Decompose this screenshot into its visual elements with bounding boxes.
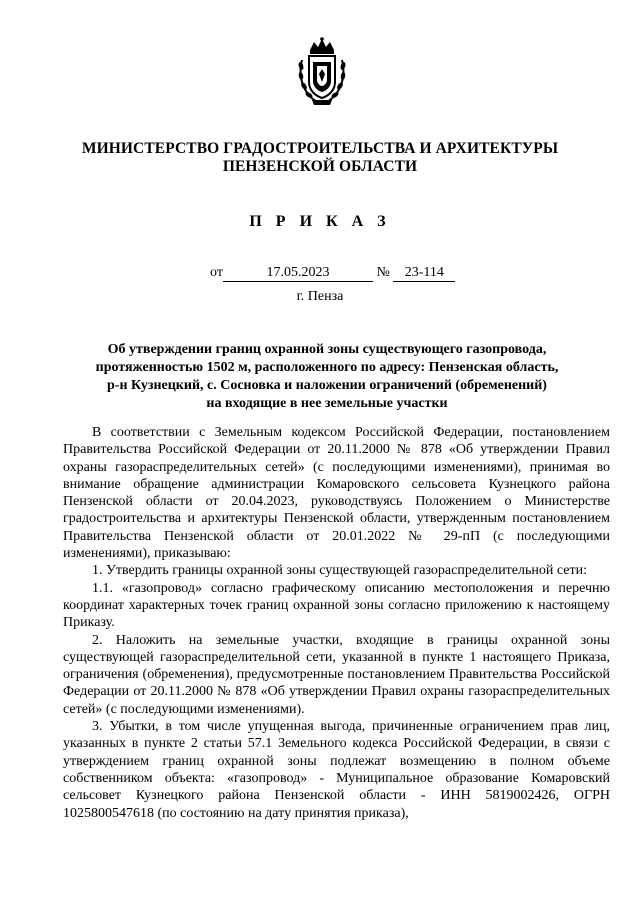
ministry-name-line2: ПЕНЗЕНСКОЙ ОБЛАСТИ [222,158,418,175]
penza-coat-of-arms-icon [296,36,348,108]
date-prefix: от [210,265,223,280]
ministry-name-line1: МИНИСТЕРСТВО ГРАДОСТРОИТЕЛЬСТВА И АРХИТЕКТУРЫ [81,140,559,157]
subject-line2: протяженностью 1502 м, расположенного по адресу: Пензенская область, [95,360,559,375]
order-body [63,424,610,822]
subject-line1: Об утверждении границ охранной зоны существующего газопровода, [107,342,547,357]
body-paragraph-item3: 3. Убытки, в том числе упущенная выгода, причиненные ограничением прав лиц, указанных в пункте 2 статьи 57.1 Земельного кодекса Российской Федерации, в связи с утверждением границ охранной зоны подлежат возмещению в полном объеме собственником объекта: «газопровод» - Муниципальное образование Комаровский сельсовет Кузнецкого района Пензенской области - ИНН 5819002426, ОГРН 1025800547618 (по состоянию на дату принятия приказа), [63,719,610,821]
order-date: 17.05.2023 [223,265,373,282]
number-prefix: № [376,265,390,280]
subject-line4: на входящие в нее земельные участки [206,396,448,411]
subject-line3: р-н Кузнецкий, с. Сосновка и наложении ограничений (обременений) [107,378,547,393]
body-paragraph-preamble: В соответствии с Земельным кодексом Российской Федерации, постановлением Правительства Российской Федерации от 20.11.2000 № 878 «Об утверждении Правил охраны газораспределительных сетей» (с последующими изменениями), принимая во внимание обращение администрации Комаровского сельсовета Кузнецкого района Пензенской области от 20.04.2023, руководствуясь Положением о Министерстве градостроительства и архитектуры Пензенской области, утвержденным постановлением Правительства Пензенской области от 20.01.2022 № 29-пП (с последующими изменениями), приказываю: [63,425,610,562]
city: г. Пенза [296,289,344,304]
order-number: 23-114 [393,265,455,282]
document-type-title: П Р И К А З [249,213,391,230]
order-subject [60,341,594,413]
body-paragraph-item1: 1. Утвердить границы охранной зоны существующей газораспределительной сети: [92,563,587,579]
order-date-number-line [210,265,455,282]
ministry-name [60,140,580,176]
body-paragraph-item1-1: 1.1. «газопровод» согласно графическому описанию местоположения и перечню координат характерных точек границ охранной зоны согласно приложению к настоящему Приказу. [63,580,610,631]
body-paragraph-item2: 2. Наложить на земельные участки, входящие в границы охранной зоны существующей газораспределительной сети, указанной в пункте 1 настоящего Приказа, ограничения (обременения), предусмотренные постановлением Правительства Российской Федерации от 20.11.2000 № 878 «Об утверждении Правил охраны газораспределительных сетей» (с последующими изменениями). [63,632,610,717]
